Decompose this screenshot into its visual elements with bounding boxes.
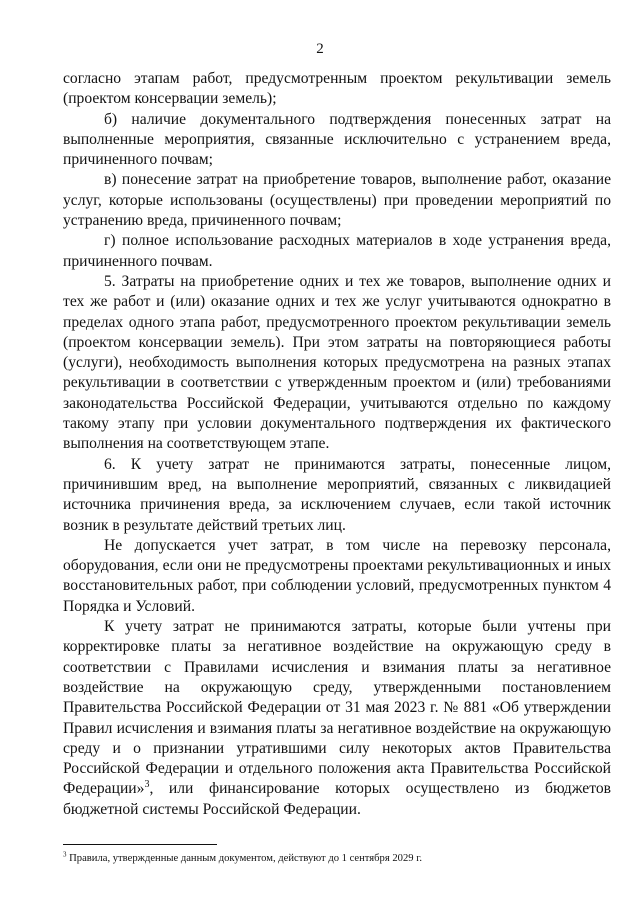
paragraph-item-b: б) наличие документального подтверждения понесенных затрат на выполненные мероприятия, связанные исключительно с устранением вреда, причиненного почвам; [63,110,611,169]
paragraph-clause-5: 5. Затраты на приобретение одних и тех же товаров, выполнение одних и тех же работ и (или) оказание одних и тех же услуг учитываются однократно в пределах одного этапа работ, предусмотренного проектом рекультивации земель (проектом консервации земель). При этом затраты на повторяющиеся работы (услуги), необходимость выполнения которых предусмотрена на разных этапах рекультивации в соответствии с утвержденным проектом и (или) требованиями законодательства Российской Федерации, учитываются отдельно по каждому такому этапу при условии документального подтверждения их фактического выполнения на соответствующем этапе. [63,272,611,453]
document-body [63,69,611,820]
footnote-separator [63,844,217,845]
paragraph-excluded-costs-text: К учету затрат не принимаются затраты, которые были учтены при корректировке платы за негативное воздействие на окружающую среду в соответствии с Правилами исчисления и взимания платы за негативное воздействие на окружающую среду, утвержденными постановлением Правительства Российской Федерации от 31 мая 2023 г. № 881 «Об утверждении Правил исчисления и взимания платы за негативное воздействие на окружающую среду и о признании утратившими силу некоторых актов Правительства Российской Федерации и отдельного положения акта Правительства Российской Федерации» [63,618,611,798]
footnote-marker: 3 [63,850,67,859]
footnote-reference: 3 [144,779,150,791]
paragraph-excluded-costs [63,617,611,820]
paragraph-continuation: согласно этапам работ, предусмотренным проектом рекультивации земель (проектом консервации земель); [63,70,611,108]
footnote-text: Правила, утвержденные данным документом, действуют до 1 сентября 2029 г. [66,853,423,864]
footnote [63,852,611,865]
page-number: 2 [316,41,324,57]
paragraph-clause-6: 6. К учету затрат не принимаются затраты, понесенные лицом, причинившим вред, на выполнение мероприятий, связанных с ликвидацией источника причинения вреда, за исключением случаев, если такой источник возник в результате действий третьих лиц. [63,455,611,534]
paragraph-item-v: в) понесение затрат на приобретение товаров, выполнение работ, оказание услуг, которые использованы (осуществлены) при проведении мероприятий по устранению вреда, причиненного почвам; [63,171,611,230]
paragraph-transport-costs: Не допускается учет затрат, в том числе на перевозку персонала, оборудования, если они не предусмотрены проектами рекультивационных и иных восстановительных работ, при соблюдении условий, предусмотренных пунктом 4 Порядка и Условий. [63,536,611,615]
paragraph-excluded-costs-tail: , или финансирование которых осуществлено из бюджетов бюджетной системы Российской Федерации. [63,780,611,818]
paragraph-item-g: г) полное использование расходных материалов в ходе устранения вреда, причиненного почвам. [63,232,611,270]
